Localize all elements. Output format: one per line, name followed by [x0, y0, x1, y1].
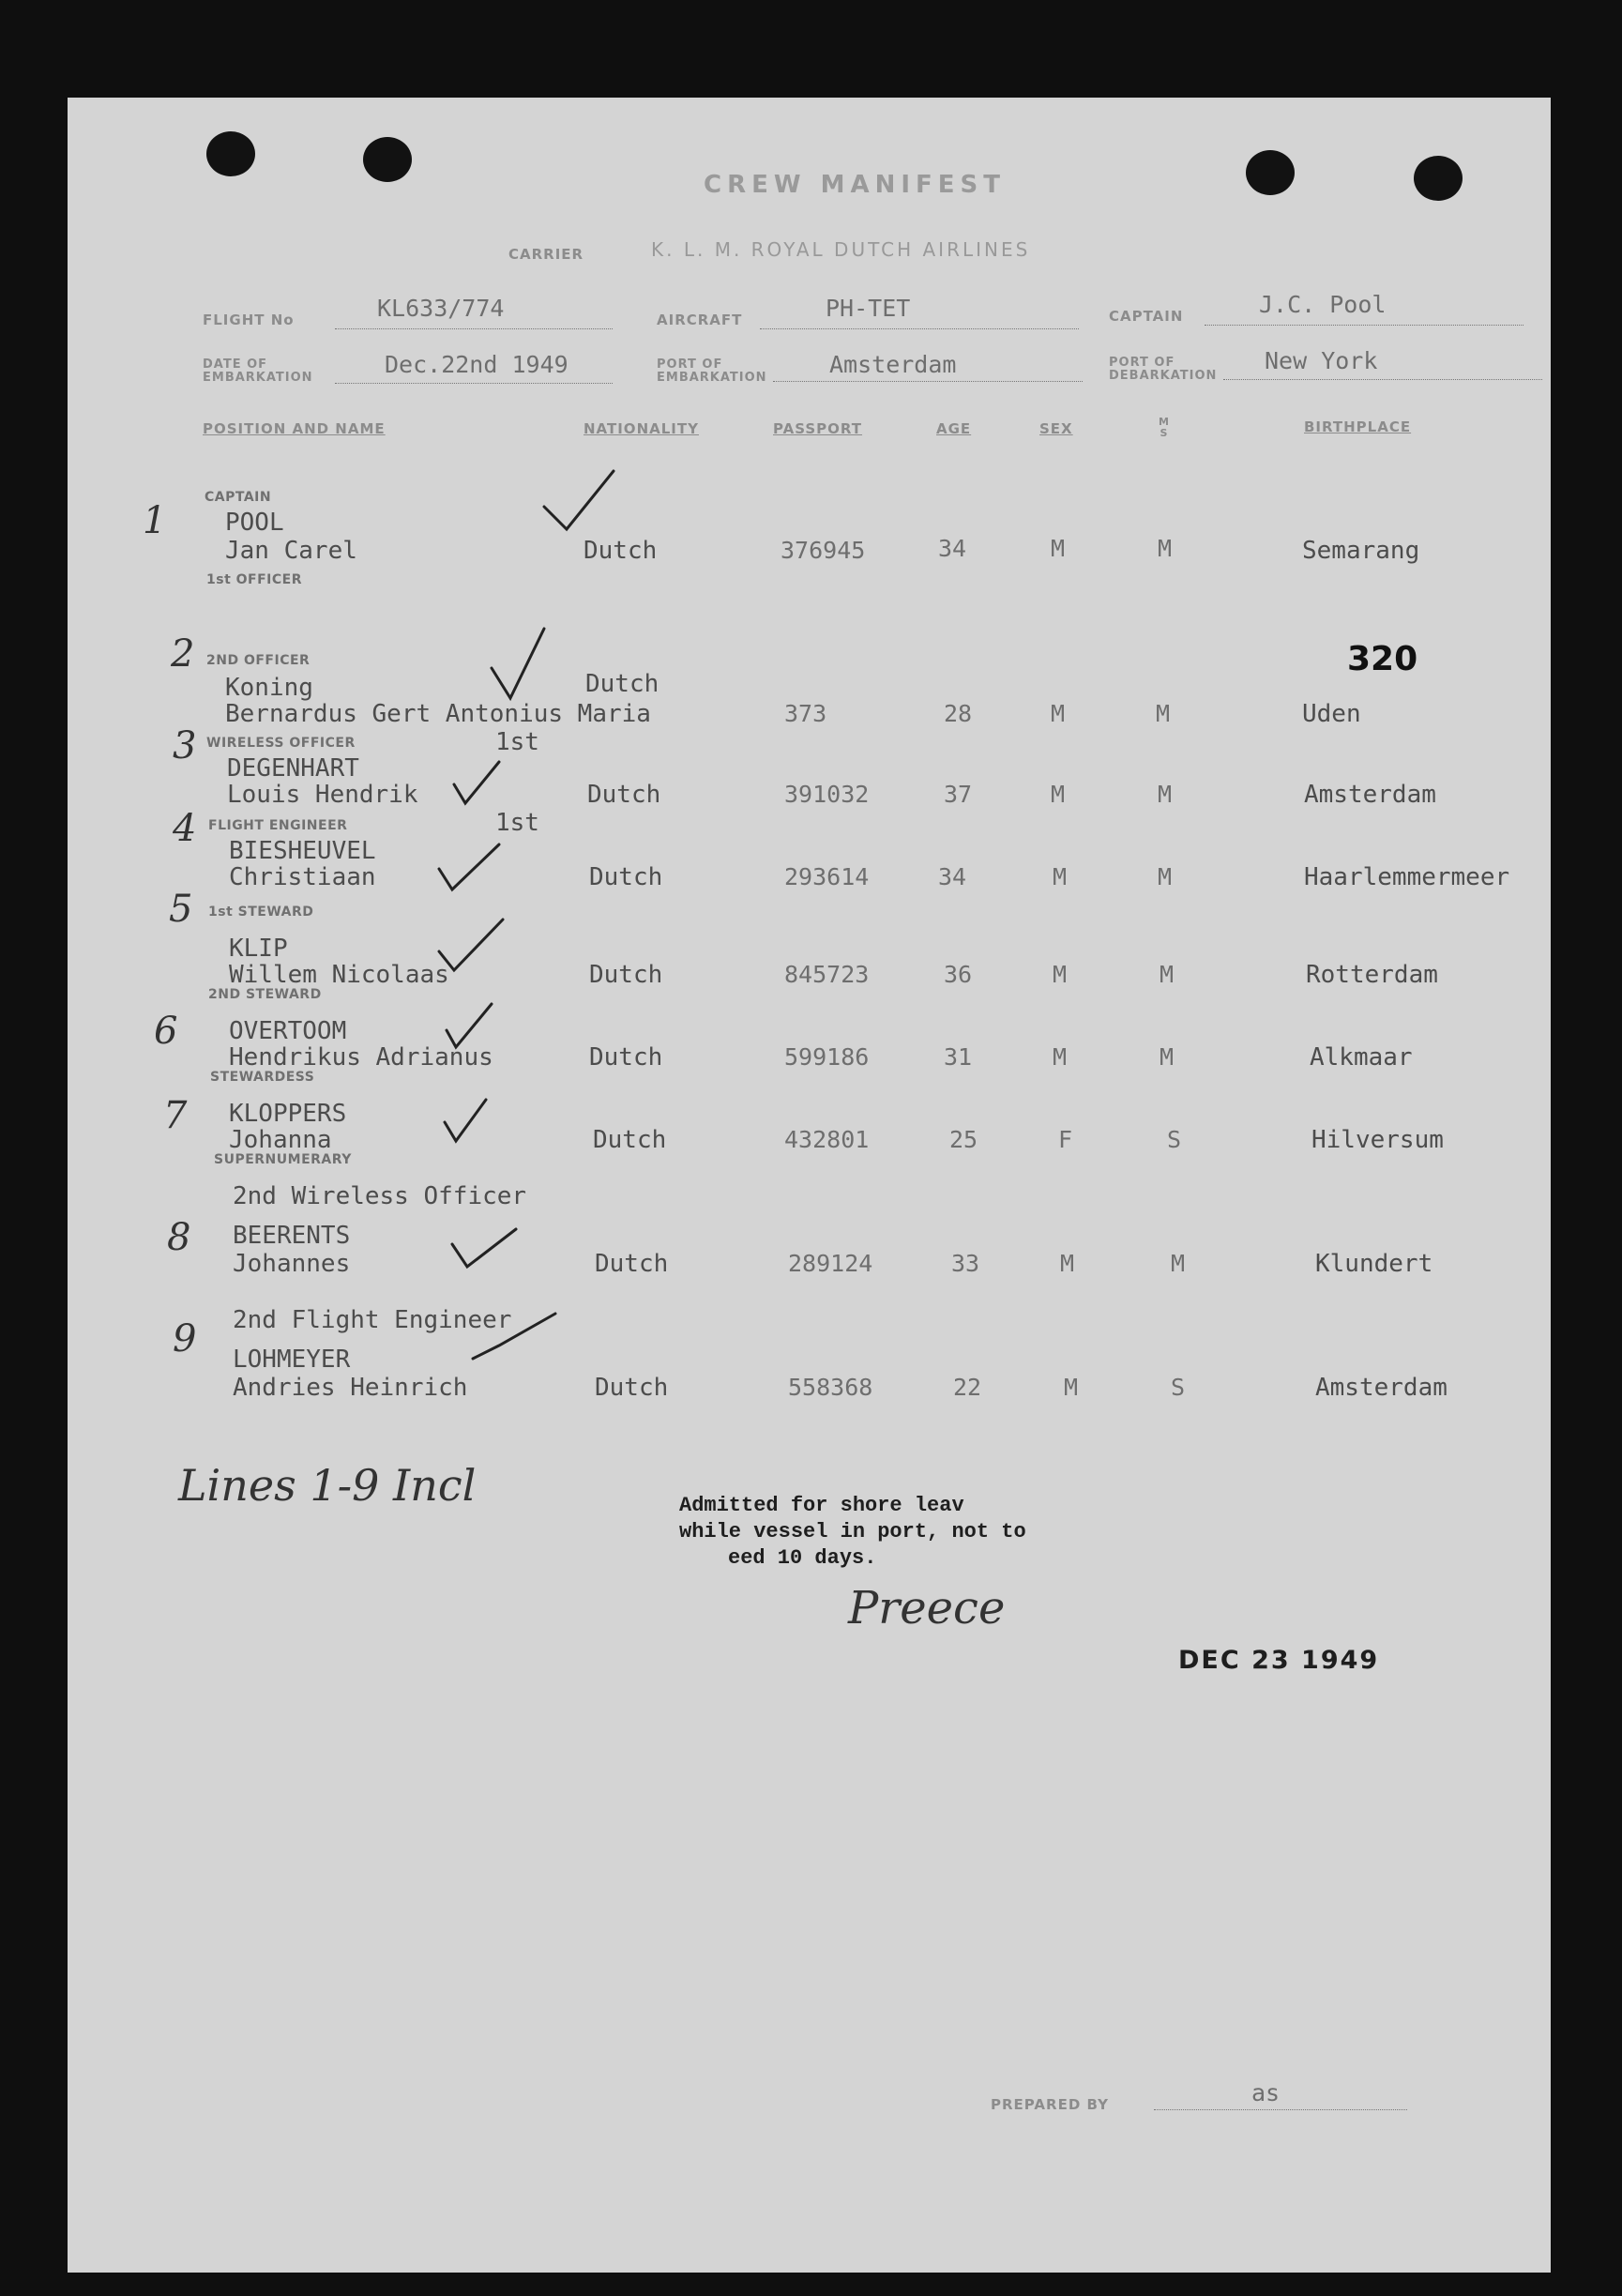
position: STEWARDESS — [210, 1070, 315, 1085]
sex: M — [1060, 1250, 1075, 1277]
nationality: Dutch — [589, 961, 663, 989]
checkmark-icon — [492, 629, 544, 698]
col-header-nationality: NATIONALITY — [584, 420, 699, 437]
port-embarkation: Amsterdam — [829, 351, 957, 378]
passport: 376945 — [781, 537, 866, 564]
age: 25 — [949, 1126, 978, 1153]
passport: 599186 — [784, 1043, 870, 1071]
page-number: 320 — [1347, 640, 1418, 678]
checkmarks-layer — [68, 98, 1551, 2273]
flight-label: FLIGHT No — [203, 312, 295, 328]
marital-status: S — [1171, 1374, 1186, 1401]
position-extra: 2nd Wireless Officer — [233, 1182, 527, 1210]
marital-status: M — [1158, 863, 1173, 890]
checkmark-icon — [447, 1004, 492, 1047]
checkmark-icon — [473, 1314, 555, 1359]
checkmark-icon — [544, 471, 614, 529]
birthplace: Amsterdam — [1304, 781, 1436, 809]
manifest-sheet — [68, 98, 1551, 2273]
position-extra: 1st — [495, 809, 539, 837]
captain-label: CAPTAIN — [1109, 308, 1184, 325]
passport: 293614 — [784, 863, 870, 890]
age: 36 — [944, 961, 973, 988]
age: 33 — [951, 1250, 980, 1277]
aircraft-reg: PH-TET — [826, 295, 911, 322]
sex: M — [1053, 961, 1068, 988]
manifest-title: CREW MANIFEST — [704, 171, 1007, 199]
date-label: DATE OF EMBARKATION — [203, 357, 313, 385]
given-names: Louis Hendrik — [227, 781, 418, 809]
position: 2ND OFFICER — [206, 653, 311, 668]
sex: M — [1051, 535, 1066, 562]
birthplace: Amsterdam — [1315, 1374, 1448, 1402]
surname: POOL — [225, 509, 284, 537]
nationality: Dutch — [595, 1374, 669, 1402]
col-header-age: AGE — [936, 420, 972, 437]
carrier-name: K. L. M. ROYAL DUTCH AIRLINES — [651, 238, 1031, 261]
position: 1st STEWARD — [208, 905, 314, 920]
port-debarkation-label: PORT OF DEBARKATION — [1109, 356, 1218, 383]
nationality: Dutch — [585, 670, 659, 698]
age: 31 — [944, 1043, 973, 1071]
marital-status: M — [1160, 961, 1175, 988]
nationality: Dutch — [589, 863, 663, 891]
birthplace: Semarang — [1302, 537, 1420, 565]
marital-status: M — [1158, 535, 1173, 562]
given-names: Willem Nicolaas — [229, 961, 449, 989]
prepared-by: as — [1251, 2079, 1281, 2106]
nationality: Dutch — [589, 1043, 663, 1072]
carrier-label: CARRIER — [508, 246, 584, 263]
surname: KLIP — [229, 935, 288, 963]
marital-status: M — [1160, 1043, 1175, 1071]
passport: 432801 — [784, 1126, 870, 1153]
prepared-by-label: PREPARED BY — [991, 2096, 1109, 2113]
age: 37 — [944, 781, 973, 808]
position: FLIGHT ENGINEER — [208, 818, 348, 833]
surname: KLOPPERS — [229, 1100, 347, 1128]
row-number: 2 — [171, 632, 195, 676]
officer-signature: Preece — [848, 1582, 1006, 1635]
col-header-ms: M S — [1159, 416, 1170, 439]
col-header-position: POSITION AND NAME — [203, 420, 386, 437]
col-header-birthplace: BIRTHPLACE — [1304, 418, 1412, 435]
lines-note: Lines 1-9 Incl — [178, 1460, 477, 1511]
passport: 391032 — [784, 781, 870, 808]
birthplace: Uden — [1302, 700, 1361, 728]
position: SUPERNUMERARY — [214, 1152, 352, 1167]
row-number: 6 — [154, 1010, 178, 1053]
age: 34 — [938, 863, 967, 890]
sex: M — [1053, 1043, 1068, 1071]
checkmark-icon — [439, 844, 499, 890]
admission-stamp-line2: while vessel in port, not to — [679, 1520, 1026, 1543]
given-names: Bernardus Gert Antonius Maria — [225, 700, 651, 728]
col-header-sex: SEX — [1039, 420, 1073, 437]
nationality: Dutch — [587, 781, 661, 809]
marital-status: S — [1167, 1126, 1182, 1153]
row-number: 7 — [163, 1094, 188, 1137]
row-number: 9 — [173, 1317, 197, 1361]
embarkation-date: Dec.22nd 1949 — [385, 351, 568, 378]
position-extra: 2nd Flight Engineer — [233, 1306, 512, 1334]
surname: LOHMEYER — [233, 1346, 351, 1374]
nationality: Dutch — [584, 537, 658, 565]
sex: M — [1051, 700, 1066, 727]
admission-stamp-line1: Admitted for shore leav — [679, 1494, 964, 1517]
port-debarkation: New York — [1265, 347, 1378, 374]
position-extra: 1st — [495, 728, 539, 756]
passport: 845723 — [784, 961, 870, 988]
aircraft-label: AIRCRAFT — [657, 312, 743, 328]
position: 2ND STEWARD — [208, 987, 322, 1002]
flight-number: KL633/774 — [377, 295, 505, 322]
surname: BIESHEUVEL — [229, 837, 376, 865]
birthplace: Alkmaar — [1310, 1043, 1413, 1072]
birthplace: Klundert — [1315, 1250, 1433, 1278]
captain-name: J.C. Pool — [1259, 291, 1387, 318]
age: 22 — [953, 1374, 982, 1401]
row-number: 3 — [173, 724, 197, 768]
given-names: Hendrikus Adrianus — [229, 1043, 493, 1072]
given-names: Jan Carel — [225, 537, 357, 565]
nationality: Dutch — [595, 1250, 669, 1278]
checkmark-icon — [452, 1229, 516, 1267]
passport: 373 — [784, 700, 827, 727]
sex: M — [1053, 863, 1068, 890]
sex: F — [1058, 1126, 1073, 1153]
marital-status: M — [1158, 781, 1173, 808]
marital-status: M — [1171, 1250, 1186, 1277]
row-number: 8 — [167, 1216, 191, 1259]
nationality: Dutch — [593, 1126, 667, 1154]
checkmark-icon — [454, 762, 499, 803]
checkmark-icon — [439, 920, 503, 970]
passport: 289124 — [788, 1250, 873, 1277]
checkmark-icon — [445, 1100, 486, 1141]
row-number: 1 — [143, 499, 167, 542]
date-stamp: DEC 23 1949 — [1178, 1646, 1380, 1675]
position-extra: 1st OFFICER — [206, 572, 302, 587]
col-header-passport: PASSPORT — [773, 420, 863, 437]
surname: OVERTOOM — [229, 1017, 347, 1045]
surname: Koning — [225, 674, 313, 702]
given-names: Johanna — [229, 1126, 332, 1154]
position: WIRELESS OFFICER — [206, 736, 356, 751]
sex: M — [1064, 1374, 1079, 1401]
sex: M — [1051, 781, 1066, 808]
birthplace: Haarlemmermeer — [1304, 863, 1510, 891]
position: CAPTAIN — [205, 490, 272, 505]
marital-status: M — [1156, 700, 1171, 727]
passport: 558368 — [788, 1374, 873, 1401]
prepared-by-underline — [1154, 2109, 1407, 2110]
port-embarkation-label: PORT OF EMBARKATION — [657, 357, 767, 385]
given-names: Johannes — [233, 1250, 351, 1278]
age: 28 — [944, 700, 973, 727]
surname: BEERENTS — [233, 1222, 351, 1250]
birthplace: Rotterdam — [1306, 961, 1438, 989]
row-number: 4 — [173, 807, 197, 850]
row-number: 5 — [169, 888, 193, 931]
admission-stamp-line3: eed 10 days. — [728, 1546, 877, 1570]
surname: DEGENHART — [227, 754, 359, 783]
given-names: Christiaan — [229, 863, 376, 891]
birthplace: Hilversum — [1311, 1126, 1444, 1154]
age: 34 — [938, 535, 967, 562]
given-names: Andries Heinrich — [233, 1374, 468, 1402]
